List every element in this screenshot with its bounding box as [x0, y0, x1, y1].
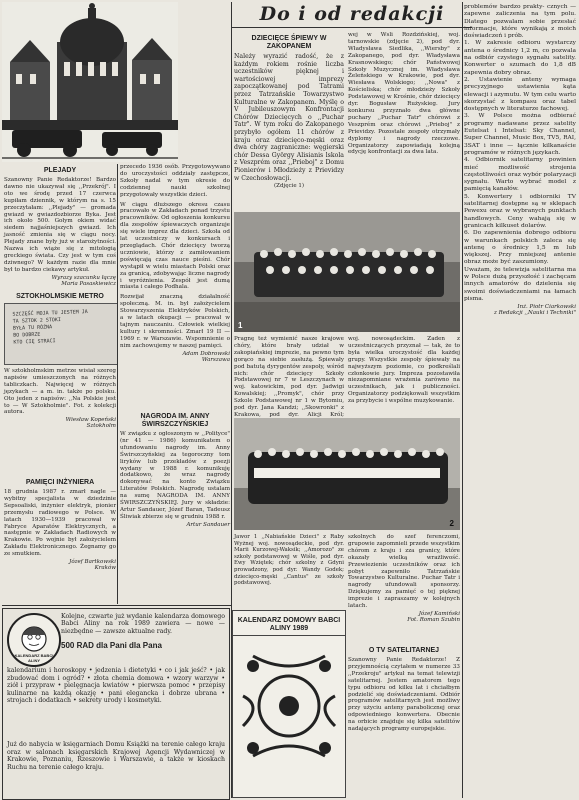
choir-1-drawing: [234, 212, 460, 332]
choir-photo-1: [234, 212, 460, 332]
masthead-title: Do i od redakcji: [259, 3, 445, 25]
metro-heading: SZTOKHOLMSKIE METRO: [16, 293, 104, 300]
inzynier-text: 18 grudnia 1987 r. zmarł nagle — wybitny specjalista w dziedzinie Sepsoaliski, inżynier elektryk, pionier przemysłu radiowego w Polsce. W latach 1930—1939 pracował w Fabryce Aparatów Elektrycznych, a następnie w Zakładach Radiowych w Krakowie. Po wojnie był założycielem Zakładu Elektronicznego. Żegnamy go ze smutkiem.: [4, 489, 116, 558]
cityscape-drawing: [2, 2, 178, 162]
col4-mid-text: [348, 336, 460, 405]
plejady-heading: PLEJADY: [43, 167, 77, 174]
col4-low-signature: Józef Kamiński Fot. Roman Szubin: [407, 610, 460, 623]
col2-text-2: W ciągu dłuższego okresu czasu pracowało w Zakładach ponad trzystu pracowników. Od ogłoszenia konkursu dla zespołów śpiewaczych organizuje się wiele imprez dla dzieci. Szkoła od lat uczestniczy w konkursach i przeglądach. Chór dziecięcy tworzą uczniowie, którzy z zamiłowaniem poświęcają czas nauce pieśni. Chór wystąpił w wielu miastach Polski oraz za granicą, zdobywając liczne nagrody i wyróżnienia. Zespół jest dumą miasta i całego Podhala.: [120, 201, 230, 291]
caption-text: Jawor 1 ,,Nabiańskie Dzieci" z Raby Wyżnej woj. nowosądeckie, pod dyr. Marii Kurzowej-Waksik; ,,Amorozo" ze szkoły podstawowej w Wiśle, pod dyr. Ewy Wziętek; chór szkolny z Gdyni prowadzony, pod dyr. Wandy Godek; dziecięco-męski ,,Cantus" ze szkoły podstawowej.: [234, 534, 344, 587]
inzynier-signature: Józef Bartkowski Kraków: [69, 559, 116, 572]
col2-text-3: Rozwijał znaczną działalność społeczną. M. in. był założycielem Stowarzyszenia Elektryków Polskich, a w latach okupacji — pracował w tajnym nauczaniu. Człowiek wielkiej kultury i skromności. Zmarł 19 II — 1969 r. w Warszawie. Wspomnienie o nim zachowujemy w naszej pamięci.: [120, 294, 230, 349]
col3-mid-body: Pragnę też wymienić nasze krajowe chóry, które brały udział w zakopiańskiej imprezie, na pewno tym gorąco na siebie zasłużą. Śpiewały pod batutą dyrygentów zespoły, wśród nich: chór dziecięcy Szkoły Podstawowej nr 7 w Leszczynach w woj. katowickim, pod dyr. Jadwigi Kowalskiej; ,,Promyk", chór przy Szkole Podstawowej nr 1 w Bytomiu, pod dyr. Jana Kandzi; ,,Skowronki" z Krakowa, pod dyr. Alicji Król;: [234, 336, 344, 418]
spiewy-text: Należy wyrazić radość, że z każdym rokiem rośnie liczba uczestników pięknej i wartościowej imprezy zapoczątkowanej pod Tatrami przez Tatrzańskie Towarzystwo Kulturalne w Zakopanem. Myślę o V Jubileuszowym Konfrontacji Chórów Dziecięcych o ,,Puchar Tatr". W tym roku do Zakopanego przybyło ogółem 11 chórów z kraju oraz dziecięco-męski oraz dwa chóry zagraniczne: węgierski chór Dessa György Alisianis lskola z Veszprém oraz ,,Prieboj" z Domu Pionierów i Młodzieży z Prievidzy w Czechosłowacji.: [234, 53, 344, 182]
spiewy-heading: DZIECIĘCE ŚPIEWY W ZAKOPANEM: [251, 35, 327, 50]
metro-photo: [4, 303, 118, 365]
satelita-article: [348, 644, 460, 733]
spiewy-zajecia: (Zdjęcie 1): [274, 183, 304, 190]
metro-text: W sztokholmskim metrze wisiał szereg napisów umieszczonych na różnych tabliczkach. Najwięcej w różnych językach — a m. in. także po polsku. Oto jeden z napisów: ,,Na Polskie jest to — W Sztokholmie". Fot. z kolekcji autora.: [4, 368, 116, 416]
nagroda-text: W związku z ogłoszonym w ,,Polityce" (nr 41 — 1986) komunikatem o ufundowaniu nagrody im. Anny Świrszczyńskiej za tegoroczny tom liryków lub przekładów z poezji wydany w 1988 r. komunikuję dodatkowo, że wraz nagrody dokonywać na konto Związku Literatów Polskich. Nagrodę ustalam na sumę NAGRODA IM. ANNY ŚWIRSZCZYŃSKIEJ. Jury w składzie: Artur Sandauer, Józef Baran, Tadeusz Śliwiak zbierze się w grudniu 1988 r.: [120, 431, 230, 520]
satelita-heading: O TV SATELITARNEJ: [368, 647, 440, 654]
book-title: KALENDARZ DOMOWY BABCI ALINY 1989: [233, 611, 345, 636]
metro-signature: Wiesław Kopeński Sztokholm: [65, 417, 116, 430]
column-rule-2: [231, 2, 232, 798]
floral-ornament-icon: [233, 636, 345, 786]
column-rule-3: [462, 2, 463, 798]
ad-body: kalendarium i horoskopy • jedzenia i dietetyki • co i jak jeść? • jak zbudować dom i ogród? • złota chemia domowa • wzory warzyw • ziół i przypraw • pielęgnacja kwiatów • pierwsza pomoc • przepisy kulinarne na każdą okazję • pani elegancka i dobrze ubrana • strojach i dodatkach • sekrety urody i kosmetyki.: [7, 667, 225, 705]
photo-1-number: 1: [238, 321, 243, 330]
choir-photo-2: [234, 418, 460, 530]
col4-low-text: [348, 534, 460, 626]
satelita-text: Szanowny Panie Redaktorze! Z przyjemnością czytałem w numerze 33 ,,Przekroju" artykuł na temat telewizji satelitarnej. Jestem amatorem tego typu odbioru od kilku lat i chciałbym podzielić się doświadczeniami. Odbiór programów satelitarnych jest możliwy przy użyciu anteny parabolicznej oraz odpowiedniego konwertera. Obecnie na orbicie znajduje się kilka satelitów nadających programy europejskie.: [348, 657, 460, 733]
nagroda-article: [120, 410, 230, 531]
babcia-stamp: [7, 613, 61, 667]
ad-top-rule: [2, 605, 231, 606]
calendar-advertisement: [2, 608, 230, 800]
col4-top-text: [348, 32, 460, 156]
inzynier-article: [4, 476, 116, 574]
inzynier-heading: PAMIĘCI INŻYNIERA: [25, 479, 95, 486]
photo-caption: [234, 534, 344, 587]
col2-text-1: przecedo 1936 osób. Przygotowywano do uroczystości oddziały zastępcze, Szkoły nadal w tym okresie do codziennej nauki szkolnej przygotowały wszystkie dzieci.: [120, 164, 230, 198]
tv-satellite-continuation: [464, 4, 576, 319]
col4-mid-body: woj. nowosądeckim. Zaden z uczestniczących przyznał — tak, że to była wielka uroczystość dla każdej grupy. Wszystkie zespoły śpiewały na najwyższym poziomie, co podkreślali członkowie jury. Impreza pozostawiła niezapomniane wrażenia zarówno na uczestnikach, jak i publiczności. Organizatorzy podziękowali wszystkim za przybycie i wspólne muzykowanie.: [348, 336, 460, 405]
nagroda-heading: NAGRODA IM. ANNY ŚWIRSZCZYŃSKIEJ: [140, 413, 210, 428]
photo-2-number: 2: [449, 519, 454, 528]
col2-signature: Adam Dobrowski Warszawa: [182, 350, 230, 363]
plejady-article: [4, 164, 116, 290]
nagroda-signature: Artur Sandauer: [186, 521, 230, 528]
ad-intro: Kolejne, czwarte już wydanie kalendarza domowego Babci Aliny na rok 1989 zawiera — nowe — niezbędne — zawsze aktualne rady.: [61, 613, 225, 635]
stamp-text: KALENDARZ BABCI ALINY: [14, 653, 54, 663]
masthead-rule: [232, 27, 472, 28]
calendar-book-cover: [232, 610, 346, 798]
col5-signature: Inż. Piotr Ciarkowski z Redakcji ,,Nauki i Techniki": [494, 304, 576, 317]
church-illustration: [2, 2, 178, 162]
col5-text: problemów bardzo prakty- cznych — zapewne zaliczenia na tym polu. Dlatego pozwalam sobie przesłać informacje, które wynikają z moich doświadczeń i prób. 1. W zakresie odbioru wystarczy antena o średnicy 1,2 m, co pozwala na odbiór czystego sygnału satelity. Konwerter o szumach do 1,8 dB zapewnia dobry obraz. 2. Ustawienie anteny wymaga precyzyjnego ustawienia kąta elewacji i azymutu. W tym celu warto skorzystać z kompasu oraz tabel dostępnych w literaturze fachowej. 3. W Polsce można odbierać programy nadawane przez satelity Eutelsat i Intelsat: Sky Channel, Super Channel, Music Box, TV5, RAI, 3SAT i inne — łącznie kilkanaście programów w różnych językach. 4. Odbiornik satelitarny powinien mieć możliwość strojenia częstotliwości oraz wybór polaryzacji sygnału. Warto wybrać model z pamięcią kanałów. 5. Konwertery i odbiorniki TV satelitarnej dostępne są w sklepach Pewexu oraz w wybranych punktach handlowych. Ceny wahają się w granicach kilkuset dolarów. 6. Do zapewnienia dobrego odbioru w warunkach polskich zaleca się antenę o średnicy 1,5 m lub większej. Przy mniejszej antenie obraz może być zaszumiony. Uważam, że telewizja satelitarna ma w Polsce dużą przyszłość i zachęcam innych amatorów do dzielenia się swoimi doświadczeniami na łamach pisma.: [464, 4, 576, 302]
metro-article: [4, 290, 116, 432]
spiewy-article: [234, 32, 344, 192]
col4-top-body: wej w Wsli Rozdzińskiej, woj. tarnowskie (zdjęcie 2), pod dyr. Władysława Siedlika, ,,Wiersby" z Zakopanego, pod dyr. Władysława Krasnowskiego; chór Państwowej Szkoły Muzycznej im. Władysława Żeleńskiego w Krakowie, pod dyr. Wiesława Wolskiego; ,,Nowa" z Kościeliska; chór młodzieży Szkoły Podstawowej w Krośnie, chór dziecięcy dyr. Bogusław Rużyskieg. Jury konkursu przyznało dwa główne puchary ,,Puchar Tatr" chórowi z Veszprém oraz chórowi ,,Prieboj" z Prievidzy. Pozostałe zespoły otrzymały dyplomy i nagrody rzeczowe. Organizatorzy zapowiadają kolejną edycję konfrontacji za dwa lata.: [348, 32, 460, 156]
col4-low-body: szkolnych do szef ferenczomi, grupowie zapomnieli przede wszystkim chórom z kraju i zza granicy, które okazały wielką wrażliwość. Przewiezienie uczestników oraz ich pobyt zapewniło Tatrzańskie Towarzystwo Kulturalne. Puchar Tatr i nagrody ufundowali sponsorzy. Dziękujemy za pamięć o tej pięknej imprezie i zapraszamy w kolejnych latach.: [348, 534, 460, 610]
ad-headline: 500 RAD dla Pani dla Pana: [61, 641, 162, 650]
plejady-signature: Wyrazy szacunku łączę Maria Pasaskiewicz: [51, 274, 116, 287]
metro-graffiti: SZCZĘŚĆ MOJA TU JESTEM JA TA SZTOK 2 STOKI BYŁA TU RÓŻNA BO DOBRZE KTO CIĘ STRACI: [12, 309, 88, 346]
ad-order: Już do nabycia w księgarniach Domu Książki na terenie całego kraju oraz w salonach księgarskich Krajowej Agencji Wydawniczej w Krakowie, Poznaniu, Rzeszowie i Warszawie, a także w kioskach Ruchu na terenie całego kraju.: [7, 741, 225, 771]
continuation-column: [120, 164, 230, 366]
choir-2-drawing: [234, 418, 460, 530]
plejady-text: Szanowny Panie Redaktorze! Bardzo dawno nie ukazywał się ,,Przekrój". I oto we środę przed 17 czerwca kupiłam dziennik, w którym na s. 15 przeczytałam: ,,Plejady" — gromada gwiazd w gwiazdozbiorze Byka. Jest ich około 500. Gołym okiem widać siedem najjaśniejszych gwiazd. Ich jasność zmienia się w ciągu nocy. Plejady znane były już w starożytności. Nazwa ich wiąże się z mitologią greckiego świata. Czy jest w tym coś dziwnego? W każdym razie dla mnie był to bardzo ciekawy artykuł.: [4, 177, 116, 273]
column-rule-1: [117, 164, 118, 604]
masthead: [232, 2, 472, 30]
